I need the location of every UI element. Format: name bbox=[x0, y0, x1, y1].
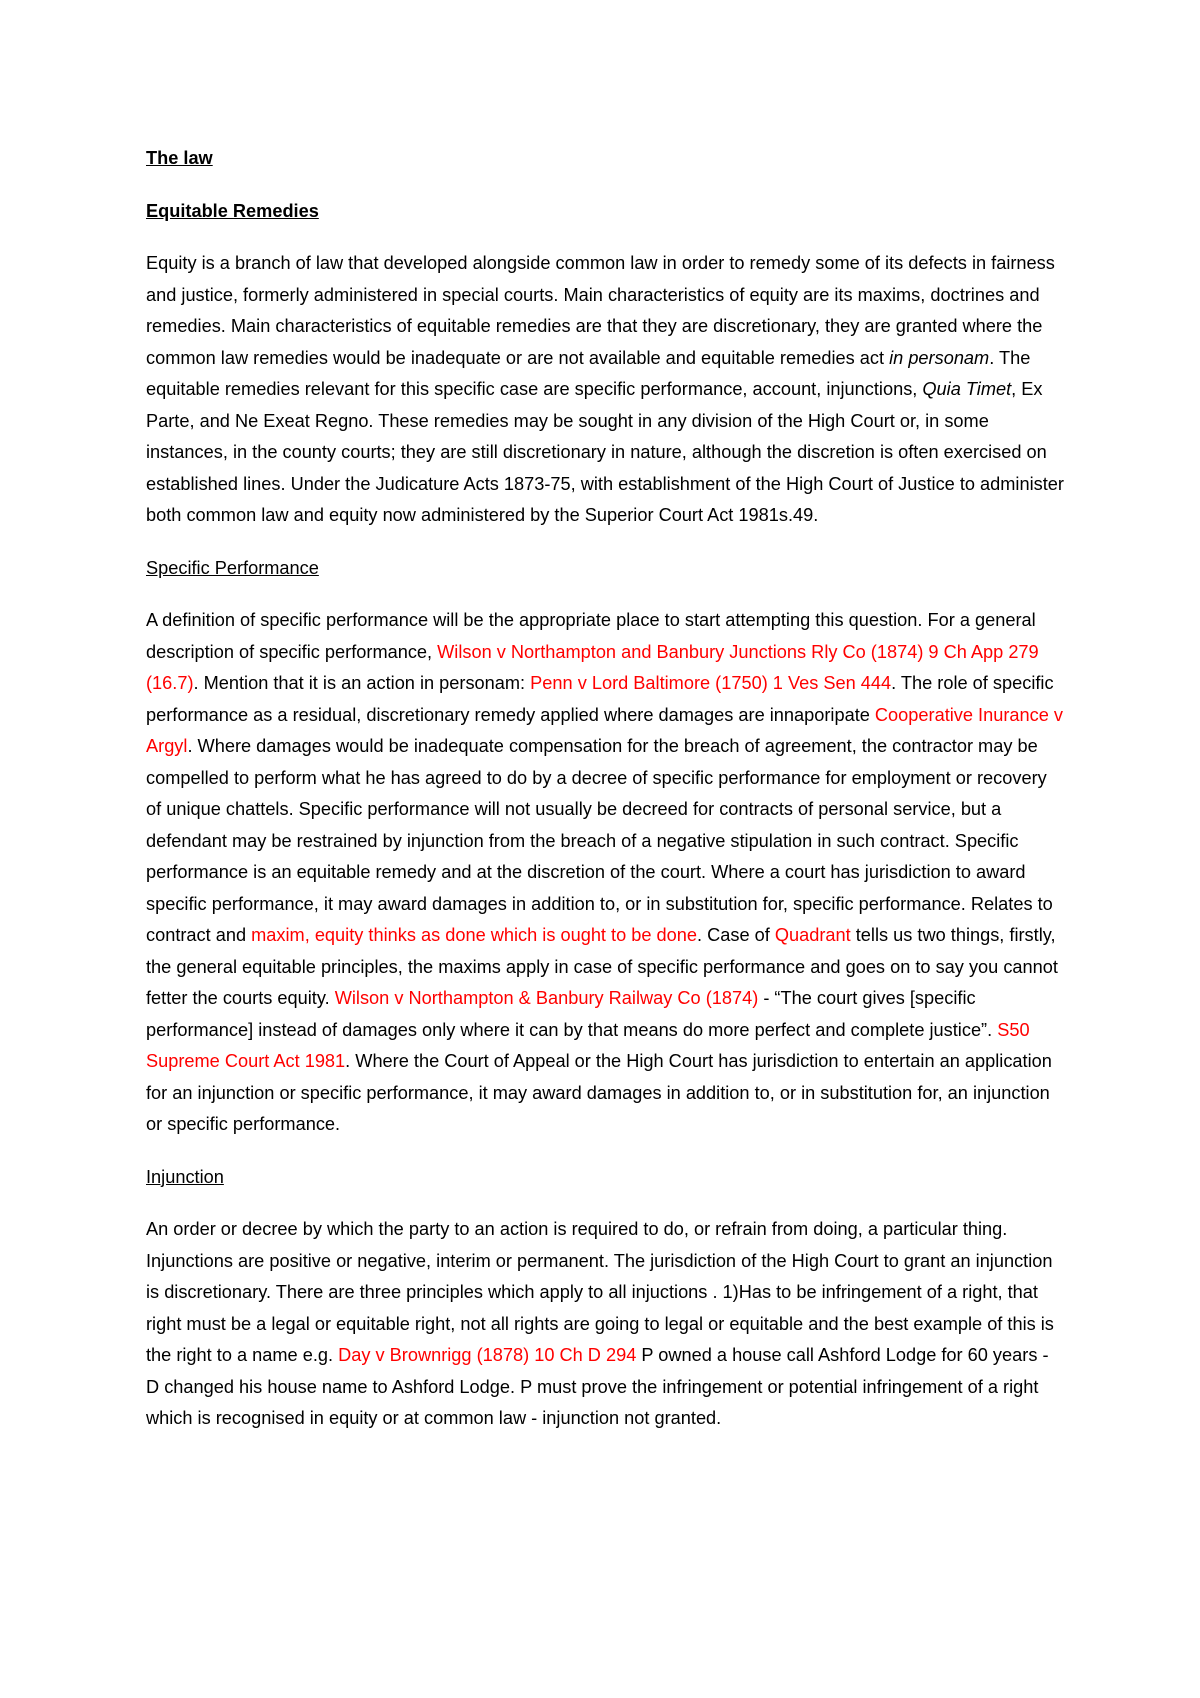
italic-term: in personam bbox=[889, 347, 990, 368]
text-run: Equity is a branch of law that developed alongside common law in order to remedy some of its defects in fairness and justice, formerly administered in special courts. Main characteristics of equity are its maxims, doctrines and remedies. Main characteristics of equitable remedies are that they are discretionary, they are granted where the common law remedies would be inadequate or are not available and equitable remedies act bbox=[146, 253, 1055, 368]
text-run: . The equitable remedies relevant for this specific case are specific performance, account, injunctions, bbox=[146, 347, 1031, 399]
text-run: . Where damages would be inadequate compensation for the breach of agreement, the contractor may be compelled to perform what he has agreed to do by a decree of specific performance for employment or recovery of unique chattels. Specific performance will not usually be decreed for contracts of personal service, but a defendant may be restrained by injunction from the breach of a negative stipulation in such contract. Specific performance is an equitable remedy and at the discretion of the court. Where a court has jurisdiction to award specific performance, it may award damages in addition to, or in substitution for, specific performance. Relates to contract and bbox=[146, 736, 1053, 945]
paragraph-equitable-remedies bbox=[146, 248, 1066, 532]
section-heading-specific-performance: Specific Performance bbox=[146, 557, 319, 578]
paragraph-specific-performance bbox=[146, 605, 1066, 1141]
paragraph-injunction bbox=[146, 1214, 1066, 1435]
section-heading-injunction: Injunction bbox=[146, 1166, 224, 1187]
case-citation: Quadrant bbox=[774, 925, 851, 945]
case-citation: Cooperative Inurance v Argyl bbox=[146, 704, 1063, 756]
maxim-citation: maxim, equity thinks as done which is ought to be done bbox=[251, 925, 698, 945]
document-body bbox=[146, 143, 1066, 1456]
text-run: - “The court gives [specific performance] instead of damages only where it can by that means do more perfect and complete justice”. bbox=[146, 988, 998, 1040]
document-title: The law bbox=[146, 148, 213, 168]
case-citation: Day v Brownrigg (1878) 10 Ch D 294 bbox=[338, 1345, 637, 1365]
text-run: . The role of specific performance as a residual, discretionary remedy applied where damages are innaporipate bbox=[146, 673, 1054, 725]
statute-citation: S50 Supreme Court Act 1981 bbox=[146, 1019, 1030, 1071]
italic-term: Quia Timet bbox=[922, 379, 1012, 399]
section-heading-equitable-remedies: Equitable Remedies bbox=[146, 200, 319, 221]
text-run: An order or decree by which the party to an action is required to do, or refrain from doing, a particular thing. Injunctions are positive or negative, interim or permanent. The jurisdiction of the High Court to grant an injunction is discretionary. There are three principles which apply to all injuctions . 1)Has to be infringement of a right, that right must be a legal or equitable right, not all rights are going to legal or equitable and the best example of this is the right to a name e.g. bbox=[146, 1219, 1054, 1365]
text-run: P owned a house call Ashford Lodge for 60 years - D changed his house name to Ashford Lodge. P must prove the infringement or potential infringement of a right which is recognised in equity or at common law - injunction not granted. bbox=[146, 1345, 1049, 1428]
case-citation: Wilson v Northampton and Banbury Junctions Rly Co (1874) 9 Ch App 279 (16.7) bbox=[146, 641, 1039, 693]
text-run: . Case of bbox=[697, 925, 775, 945]
case-citation: Wilson v Northampton & Banbury Railway Co (1874) bbox=[334, 988, 759, 1008]
text-run: . Mention that it is an action in personam: bbox=[193, 673, 531, 693]
text-run: tells us two things, firstly, the general equitable principles, the maxims apply in case of specific performance and goes on to say you cannot fetter the courts equity. bbox=[146, 925, 1058, 1008]
text-run: A definition of specific performance will be the appropriate place to start attempting this question. For a general description of specific performance, bbox=[146, 610, 1036, 662]
text-run: , Ex Parte, and Ne Exeat Regno. These remedies may be sought in any division of the High Court or, in some instances, in the county courts; they are still discretionary in nature, although the discretion is often exercised on established lines. Under the Judicature Acts 1873-75, with establishment of the High Court of Justice to administer both common law and equity now administered by the Superior Court Act 1981s.49. bbox=[146, 379, 1064, 525]
case-citation: Penn v Lord Baltimore (1750) 1 Ves Sen 444 bbox=[530, 673, 892, 693]
text-run: . Where the Court of Appeal or the High Court has jurisdiction to entertain an application for an injunction or specific performance, it may award damages in addition to, or in substitution for, an injunction or specific performance. bbox=[146, 1051, 1052, 1134]
